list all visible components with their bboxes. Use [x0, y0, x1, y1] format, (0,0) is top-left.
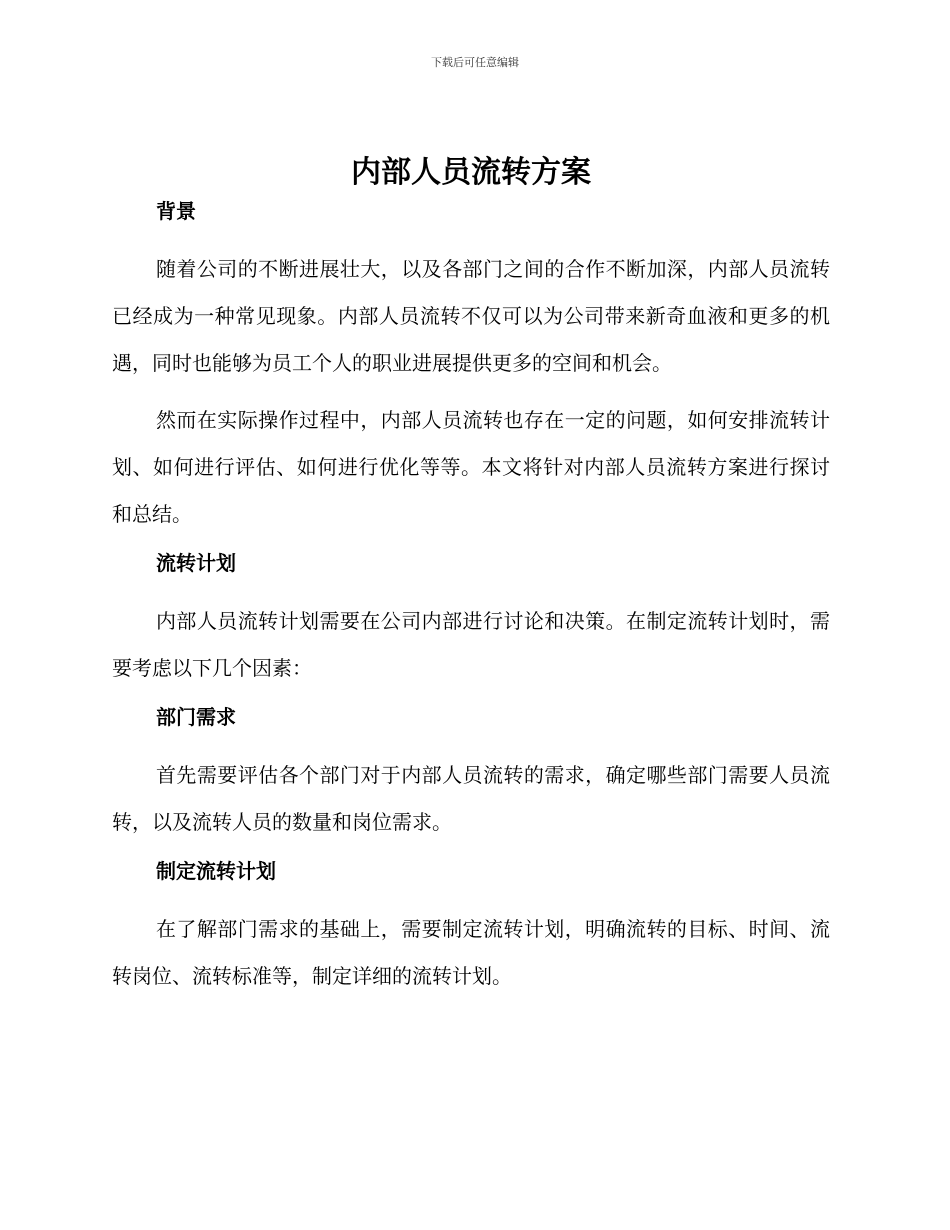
paragraph: 随着公司的不断进展壮大，以及各部门之间的合作不断加深，内部人员流转已经成为一种常见现象。内部人员流转不仅可以为公司带来新奇血液和更多的机遇，同时也能够为员工个人的职业进展提供更多的空间和机会。: [112, 257, 830, 375]
document-body: [112, 148, 830, 1010]
section-heading-plan: 流转计划: [156, 551, 236, 575]
section-heading-make-plan: 制定流转计划: [156, 859, 276, 883]
section-heading-dept-needs: 部门需求: [156, 705, 236, 729]
paragraph: 首先需要评估各个部门对于内部人员流转的需求，确定哪些部门需要人员流转，以及流转人员的数量和岗位需求。: [112, 763, 830, 834]
paragraph: 然而在实际操作过程中，内部人员流转也存在一定的问题，如何安排流转计划、如何进行评估、如何进行优化等等。本文将针对内部人员流转方案进行探讨和总结。: [112, 408, 830, 526]
section-heading-background: 背景: [156, 199, 196, 223]
paragraph: 在了解部门需求的基础上，需要制定流转计划，明确流转的目标、时间、流转岗位、流转标准等，制定详细的流转计划。: [112, 917, 830, 988]
paragraph: 内部人员流转计划需要在公司内部进行讨论和决策。在制定流转计划时，需要考虑以下几个因素：: [112, 609, 830, 680]
document-title: 内部人员流转方案: [351, 155, 591, 190]
header-note: 下载后可任意编辑: [431, 56, 519, 69]
